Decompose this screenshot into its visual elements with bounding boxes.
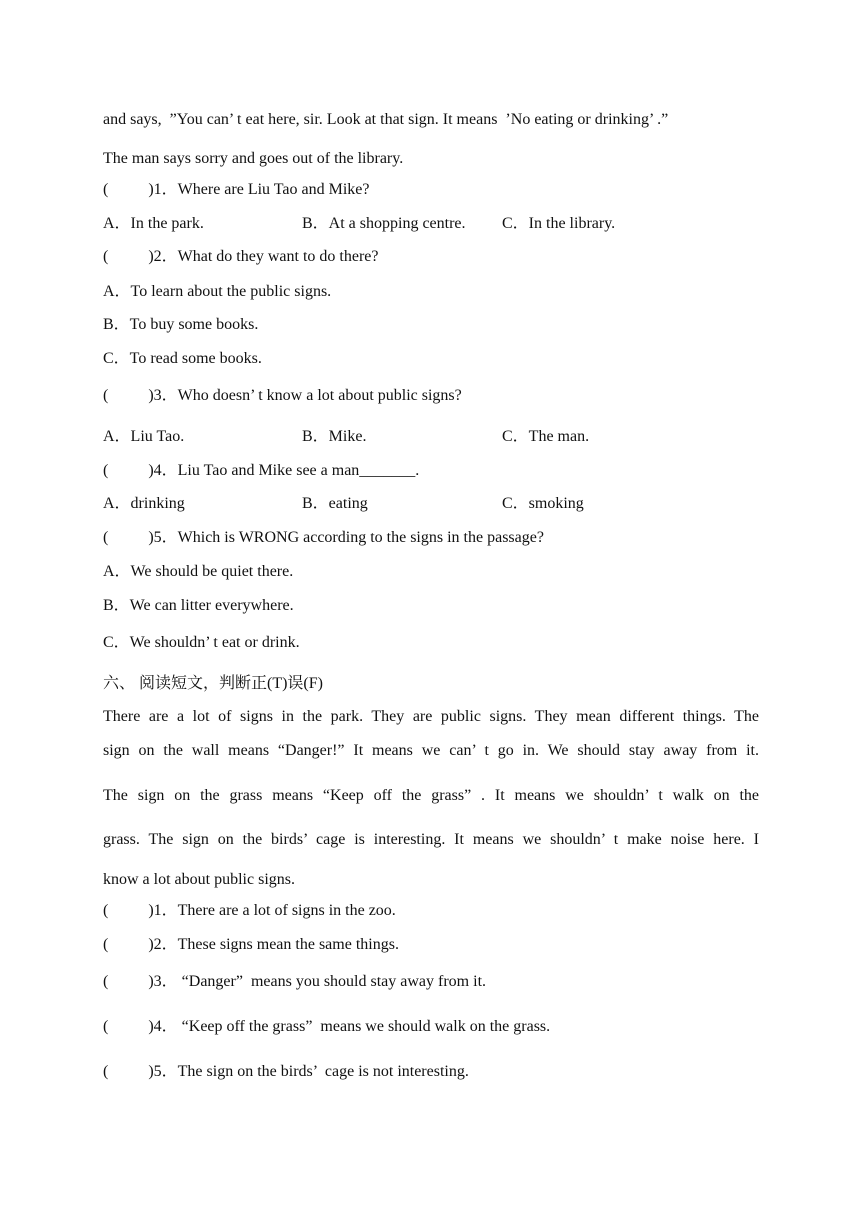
option-c: C．The man. [502,428,590,445]
option-b: B．Mike. [302,428,367,445]
tf-question: ( )2．These signs mean the same things. [103,936,399,953]
tf-question: ( )4． “Keep off the grass” means we should walk on the grass. [103,1018,551,1035]
option-c: C．To read some books. [103,350,262,367]
tf-question: ( )3． “Danger” means you should stay away from it. [103,973,487,990]
option-c: C．We shouldn’ t eat or drink. [103,634,300,651]
option-a: A．Liu Tao. [103,428,185,445]
tf-question: ( )1．There are a lot of signs in the zoo. [103,902,396,919]
passage-line: grass. The sign on the birds’ cage is interesting. It means we shouldn’ t make noise here. I [103,831,759,848]
passage-line: sign on the wall means “Danger!” It means we can’ t go in. We should stay away from it. [103,742,759,759]
option-b: B．To buy some books. [103,316,259,333]
passage-line: There are a lot of signs in the park. They are public signs. They mean different things. The [103,708,759,725]
option-c: C．smoking [502,495,584,512]
question-stem: ( )4．Liu Tao and Mike see a man_______. [103,462,420,479]
passage-line: know a lot about public signs. [103,871,295,888]
option-b: B．We can litter everywhere. [103,597,294,614]
question-stem: ( )1．Where are Liu Tao and Mike? [103,181,370,198]
passage-line: and says, ”You can’ t eat here, sir. Look at that sign. It means ’No eating or drinking’ .” [103,111,669,128]
option-a: A．To learn about the public signs. [103,283,332,300]
question-stem: ( )5．Which is WRONG according to the signs in the passage? [103,529,544,546]
passage-line: The man says sorry and goes out of the library. [103,150,404,167]
question-stem: ( )3．Who doesn’ t know a lot about public signs? [103,387,462,404]
tf-question: ( )5．The sign on the birds’ cage is not interesting. [103,1063,469,1080]
section-heading: 六、 阅读短文，判断正(T)误(F) [103,675,323,692]
option-a: A．We should be quiet there. [103,563,294,580]
option-a: A．In the park. [103,215,204,232]
option-b: B．eating [302,495,368,512]
option-c: C．In the library. [502,215,616,232]
option-a: A．drinking [103,495,185,512]
option-b: B．At a shopping centre. [302,215,466,232]
question-stem: ( )2．What do they want to do there? [103,248,379,265]
passage-line: The sign on the grass means “Keep off the grass” . It means we shouldn’ t walk on the [103,787,759,804]
